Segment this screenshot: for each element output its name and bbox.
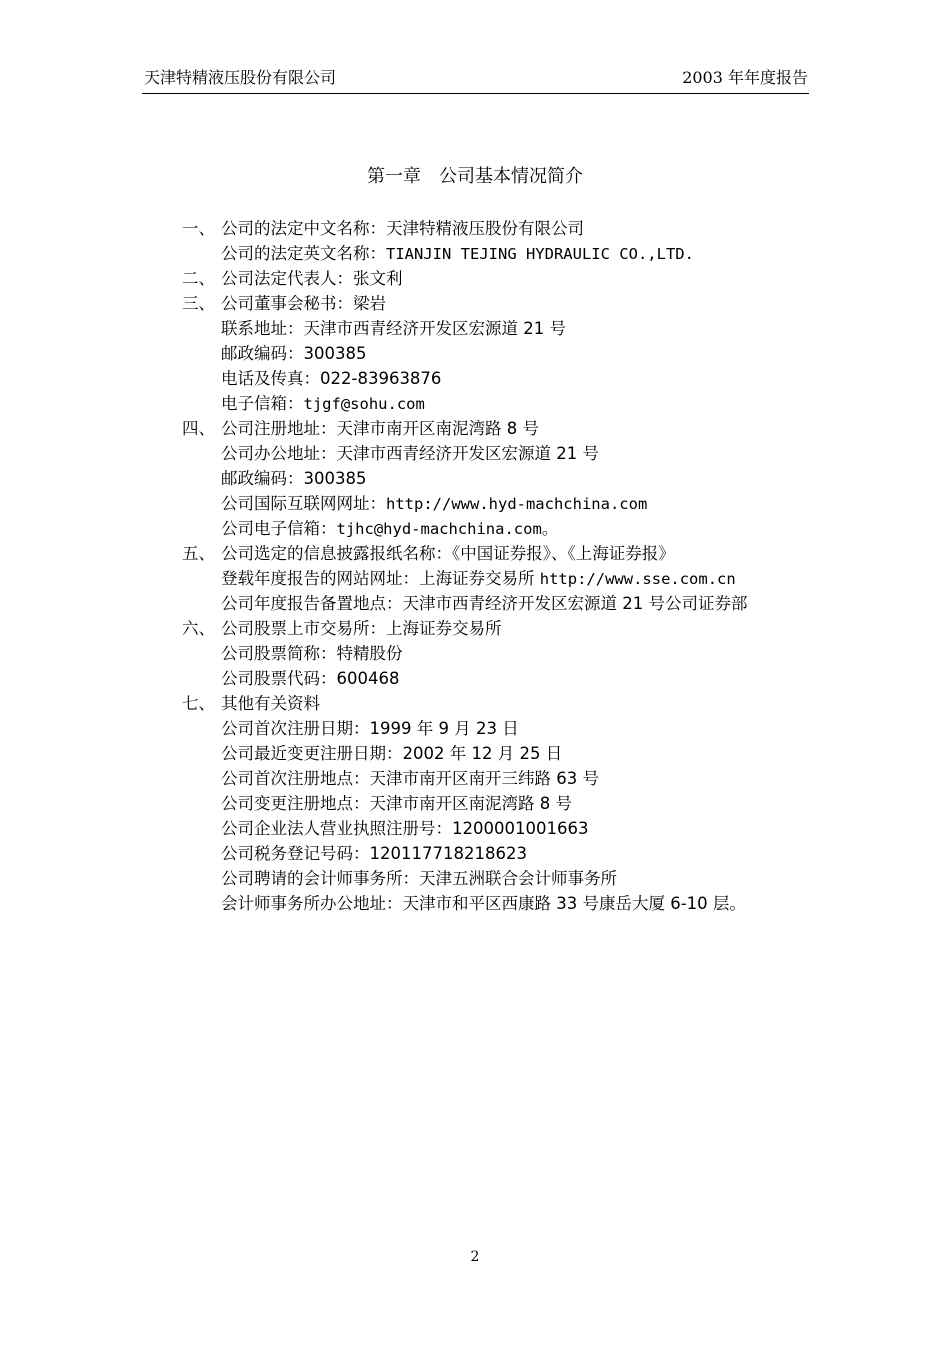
info-label: 邮政编码： [221,469,304,488]
info-value: 120117718218623 [369,844,527,863]
section-number: 二、 [182,269,215,288]
info-value: 天津市西青经济开发区宏源道 21 号 [303,319,566,338]
info-line-first-registration-place [221,766,599,791]
section-number: 七、 [182,694,215,713]
info-value: 600468 [336,669,400,688]
info-line-disclosure-newspapers [182,541,675,566]
info-label: 公司首次注册地点： [221,769,370,788]
info-line-registered-address [182,416,539,441]
info-value: 300385 [303,469,367,488]
info-label: 公司年度报告备置地点： [221,594,403,613]
info-value: 天津市南开区南泥湾路 8 号 [336,419,539,438]
info-label: 公司的法定中文名称： [221,219,386,238]
info-line-postal-code [221,341,367,366]
info-value: TIANJIN TEJING HYDRAULIC CO.,LTD. [386,245,694,263]
info-label: 公司聘请的会计师事务所： [221,869,419,888]
info-value: 天津五洲联合会计师事务所 [419,869,617,888]
info-line-report-website [221,566,736,591]
section-number: 三、 [182,294,215,313]
chapter-title: 第一章 公司基本情况简介 [367,166,583,187]
info-label: 登载年度报告的网站网址： [221,569,419,588]
info-line-chinese-name [182,216,584,241]
section-number: 一、 [182,219,215,238]
info-label: 公司股票上市交易所： [221,619,386,638]
info-line-accounting-firm-address [221,891,746,916]
info-label: 公司变更注册地点： [221,794,370,813]
info-line-company-email [221,516,558,541]
info-label: 公司最近变更注册日期： [221,744,403,763]
info-label: 公司国际互联网网址： [221,494,386,513]
info-line-phone-fax [221,366,441,391]
section-number: 五、 [182,544,215,563]
info-label: 电子信箱： [221,394,304,413]
info-line-legal-representative [182,266,403,291]
section-number: 四、 [182,419,215,438]
info-value: 1999 年 9 月 23 日 [369,719,519,738]
info-label: 公司办公地址： [221,444,337,463]
info-value: 上海证券交易所 [386,619,502,638]
info-label: 公司股票代码： [221,669,337,688]
info-line-office-address [221,441,599,466]
info-value: 天津市南开区南泥湾路 8 号 [369,794,572,813]
info-line-changed-registration-place [221,791,572,816]
info-value: tjhc@hyd-machchina.com [336,520,542,538]
info-value: 天津市西青经济开发区宏源道 21 号 [336,444,599,463]
info-label: 邮政编码： [221,344,304,363]
info-label: 公司首次注册日期： [221,719,370,738]
website-url: http://www.sse.com.cn [539,570,736,588]
info-line-other-info [182,691,320,716]
info-label: 公司企业法人营业执照注册号： [221,819,452,838]
info-value: 天津市和平区西康路 33 号康岳大厦 6-10 层。 [402,894,746,913]
info-value: 022-83963876 [320,369,442,388]
info-line-stock-code [221,666,400,691]
info-line-email [221,391,425,416]
info-line-stock-short-name [221,641,403,666]
info-line-report-location [221,591,748,616]
info-value: 天津市南开区南开三纬路 63 号 [369,769,599,788]
info-value: 特精股份 [336,644,403,663]
info-line-tax-registration [221,841,527,866]
info-value: 梁岩 [353,294,386,313]
info-label: 公司法定代表人： [221,269,353,288]
info-line-contact-address [221,316,566,341]
header-divider [142,93,809,94]
info-value: 300385 [303,344,367,363]
info-line-english-name [221,241,694,266]
info-line-stock-exchange [182,616,502,641]
info-label: 公司的法定英文名称： [221,244,386,263]
info-label: 其他有关资料 [221,694,320,713]
info-label: 会计师事务所办公地址： [221,894,403,913]
info-label: 公司电子信箱： [221,519,337,538]
info-value: 天津市西青经济开发区宏源道 21 号公司证券部 [402,594,748,613]
info-line-accounting-firm [221,866,617,891]
info-label: 公司选定的信息披露报纸名称： [221,544,452,563]
info-value: 《中国证券报》、《上海证券报》 [452,544,675,563]
info-label: 电话及传真： [221,369,320,388]
info-label: 公司税务登记号码： [221,844,370,863]
info-line-postal-code-2 [221,466,367,491]
info-suffix: 。 [541,519,559,538]
info-value: 上海证券交易所 [419,569,540,588]
info-line-business-license [221,816,588,841]
info-label: 联系地址： [221,319,304,338]
info-value: 张文利 [353,269,403,288]
info-line-board-secretary [182,291,386,316]
info-label: 公司股票简称： [221,644,337,663]
header-report-title: 2003 年年度报告 [682,68,808,87]
website-url: http://www.hyd-machchina.com [386,495,648,513]
header-company-name: 天津特精液压股份有限公司 [144,68,337,87]
page-number: 2 [470,1249,480,1265]
info-line-latest-change-date [221,741,562,766]
info-label: 公司注册地址： [221,419,337,438]
section-number: 六、 [182,619,215,638]
info-value: tjgf@sohu.com [303,395,425,413]
info-label: 公司董事会秘书： [221,294,353,313]
info-value: 2002 年 12 月 25 日 [402,744,563,763]
info-line-website [221,491,647,516]
info-value: 1200001001663 [452,819,589,838]
info-value: 天津特精液压股份有限公司 [386,219,584,238]
info-line-first-registration-date [221,716,519,741]
